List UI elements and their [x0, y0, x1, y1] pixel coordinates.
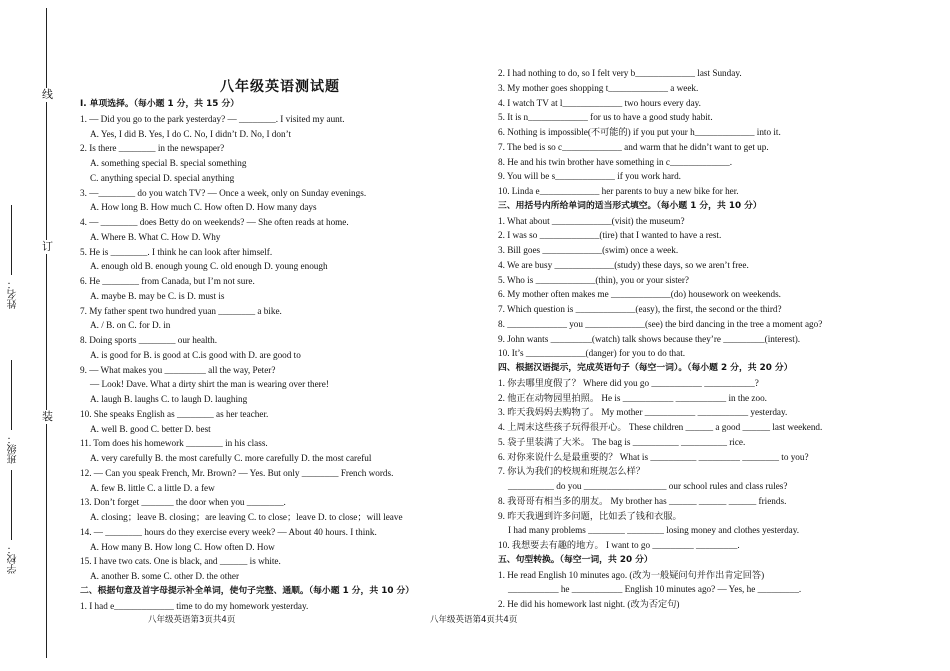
- text-line: 9. John wants _________(watch) talk shows because they’re _________(interest).: [498, 333, 801, 344]
- text-line: A. very carefully B. the most carefully C. more carefully D. the most careful: [90, 453, 372, 463]
- text-line: 2. Is there ________ in the newspaper?: [80, 143, 225, 154]
- section-heading: I. 单项选择。（每小题 1 分，共 15 分）: [80, 99, 240, 109]
- binding-char-order: 订: [42, 240, 53, 253]
- right-column: [498, 66, 918, 612]
- text-line: A. something special B. special something: [90, 158, 247, 168]
- text-line: 2. 他正在动物园里拍照。 He is ___________ ___________ in the zoo.: [498, 392, 767, 403]
- text-line: 2. He did his homework last night. (改为否定句): [498, 599, 680, 609]
- class-blank[interactable]: [11, 360, 12, 430]
- text-line: 11. Tom does his homework ________ in his class.: [80, 438, 268, 449]
- text-line: 4. 上周末这些孩子玩得很开心。 These children ______ a good ______ last weekend.: [498, 422, 823, 432]
- text-line: 9. — What makes you _________ all the way, Peter?: [80, 364, 276, 375]
- text-line: 4. — ________ does Betty do on weekends? — She often reads at home.: [80, 217, 349, 227]
- text-line: I had many problems ________ ________ losing money and clothes yesterday.: [508, 525, 800, 536]
- text-line: 8. 我哥哥有相当多的朋友。 My brother has ______ ______ ______ friends.: [498, 495, 787, 506]
- text-line: 6. He ________ from Canada, but I’m not sure.: [80, 276, 255, 286]
- text-line: 3. Bill goes _____________(swim) once a week.: [498, 245, 679, 255]
- name-blank[interactable]: [11, 205, 12, 275]
- text-line: 10. It’s _____________(danger) for you to do that.: [498, 348, 686, 359]
- text-line: 2. I had nothing to do, so I felt very b_____________ last Sunday.: [498, 68, 742, 78]
- text-line: 8. Doing sports ________ our health.: [80, 335, 218, 345]
- text-line: A. enough old B. enough young C. old enough D. young enough: [90, 261, 328, 272]
- text-line: 3. 昨天我妈妈去购物了。 My mother ___________ ___________ yesterday.: [498, 407, 788, 418]
- text-line: 15. I have two cats. One is black, and ______ is white.: [80, 556, 281, 567]
- text-line: 2. I was so _____________(tire) that I wanted to have a rest.: [498, 230, 722, 241]
- text-line: __________ do you __________________ our school rules and class rules?: [508, 481, 788, 491]
- text-line: C. anything special D. special anything: [90, 172, 235, 183]
- text-line: A. well B. good C. better D. best: [90, 423, 211, 434]
- text-line: 1. I had e_____________ time to do my homework yesterday.: [80, 600, 309, 611]
- text-line: A. Where B. What C. How D. Why: [90, 231, 221, 242]
- section-heading: 五、句型转换。（每空一词，共 20 分）: [498, 554, 653, 565]
- text-line: 6. 对你来说什么是最重要的？ What is __________ _________ ________ to you?: [498, 451, 809, 462]
- name-field[interactable]: [6, 205, 21, 309]
- text-line: 5. Who is _____________(thin), you or your sister?: [498, 274, 689, 285]
- school-label: 学校：: [8, 544, 19, 574]
- text-line: A. another B. some C. other D. the other: [90, 571, 240, 581]
- binding-margin: [0, 0, 62, 671]
- text-line: A. How many B. How long C. How often D. How: [90, 541, 275, 552]
- text-line: 7. 你认为我们的校规和班规怎么样？: [498, 466, 645, 477]
- text-line: 14. — ________ hours do they exercise every week? — About 40 hours. I think.: [80, 526, 377, 537]
- text-line: A. maybe B. may be C. is D. must is: [90, 290, 225, 301]
- text-line: — Look! Dave. What a dirty shirt the man is wearing over there!: [90, 379, 329, 390]
- text-line: A. few B. little C. a little D. a few: [90, 482, 215, 493]
- text-line: A. laugh B. laughs C. to laugh D. laughing: [90, 394, 248, 404]
- text-line: A. closing；leave B. closing；are leaving C. to close；leave D. to close；will leave: [90, 512, 403, 522]
- text-line: 9. You will be s_____________ if you work hard.: [498, 171, 681, 182]
- text-line: 3. My mother goes shopping t_____________ a week.: [498, 82, 699, 93]
- text-line: 1. — Did you go to the park yesterday? — ________. I visited my aunt.: [80, 113, 345, 124]
- text-line: 1. 你去哪里度假了？ Where did you go ___________ ___________?: [498, 377, 759, 388]
- class-field[interactable]: [6, 360, 21, 464]
- text-line: 1. What about _____________(visit) the museum?: [498, 215, 685, 226]
- left-column: [80, 97, 492, 613]
- text-line: 5. 袋子里装满了大米。 The bag is __________ __________ rice.: [498, 436, 746, 447]
- binding-line: [46, 8, 47, 658]
- footer-left: 八年级英语第3页共4页: [148, 615, 236, 625]
- text-line: 5. It is n_____________ for us to have a good study habit.: [498, 112, 713, 123]
- text-line: 13. Don’t forget _______ the door when you ________.: [80, 497, 286, 508]
- text-line: A. Yes, I did B. Yes, I do C. No, I didn’t D. No, I don’t: [90, 128, 292, 139]
- text-line: A. How long B. How much C. How often D. How many days: [90, 202, 317, 213]
- text-line: 6. My mother often makes me _____________(do) housework on weekends.: [498, 289, 781, 300]
- text-line: 7. Which question is _____________(easy), the first, the second or the third?: [498, 304, 782, 314]
- name-label: 姓名：: [8, 279, 19, 309]
- text-line: 4. I watch TV at l_____________ two hours every day.: [498, 97, 701, 108]
- text-line: 9. 昨天我遇到许多问题，比如丢了钱和衣服。: [498, 510, 682, 521]
- text-line: 5. He is ________. I think he can look after himself.: [80, 246, 273, 257]
- text-line: 10. She speaks English as ________ as her teacher.: [80, 408, 269, 419]
- section-heading: 四、根据汉语提示，完成英语句子（每空一词）。（每小题 2 分，共 20 分）: [498, 363, 793, 373]
- page-title: 八年级英语测试题: [220, 79, 340, 95]
- footer-right: 八年级英语第4页共4页: [430, 615, 518, 625]
- text-line: 6. Nothing is impossible(不可能的) if you put your h_____________ into it.: [498, 127, 781, 137]
- text-line: 12. — Can you speak French, Mr. Brown? — Yes. But only ________ French words.: [80, 467, 394, 478]
- school-blank[interactable]: [11, 470, 12, 540]
- text-line: A. is good for B. is good at C.is good with D. are good to: [90, 349, 301, 360]
- text-line: 10. 我想要去有趣的地方。 I want to go _________ _________.: [498, 540, 740, 550]
- text-line: ___________ he ___________ English 10 minutes ago? — Yes, he _________.: [508, 584, 802, 595]
- text-line: 3. —________ do you watch TV? — Once a week, only on Sunday evenings.: [80, 187, 367, 198]
- binding-char-line: 线: [42, 88, 53, 101]
- text-line: 8. He and his twin brother have something in c_____________.: [498, 156, 732, 167]
- text-line: 4. We are busy _____________(study) these days, so we aren’t free.: [498, 259, 749, 270]
- binding-char-install: 装: [42, 410, 53, 423]
- text-line: 7. My father spent two hundred yuan ________ a bike.: [80, 305, 282, 316]
- school-field[interactable]: [6, 470, 21, 574]
- section-heading: 二、根据句意及首字母提示补全单词，使句子完整、通顺。（每小题 1 分，共 10 分）: [80, 585, 415, 596]
- text-line: 1. He read English 10 minutes ago. (改为一般疑问句并作出肯定回答): [498, 569, 765, 580]
- text-line: 8. _____________ you _____________(see) the bird dancing in the tree a moment ago?: [498, 318, 823, 329]
- class-label: 班级：: [8, 434, 19, 464]
- text-line: A. / B. on C. for D. in: [90, 320, 171, 331]
- section-heading: 三、用括号内所给单词的适当形式填空。（每小题 1 分，共 10 分）: [498, 200, 762, 211]
- text-line: 7. The bed is so c_____________ and warm that he didn’t want to get up.: [498, 141, 769, 152]
- text-line: 10. Linda e_____________ her parents to buy a new bike for her.: [498, 186, 739, 196]
